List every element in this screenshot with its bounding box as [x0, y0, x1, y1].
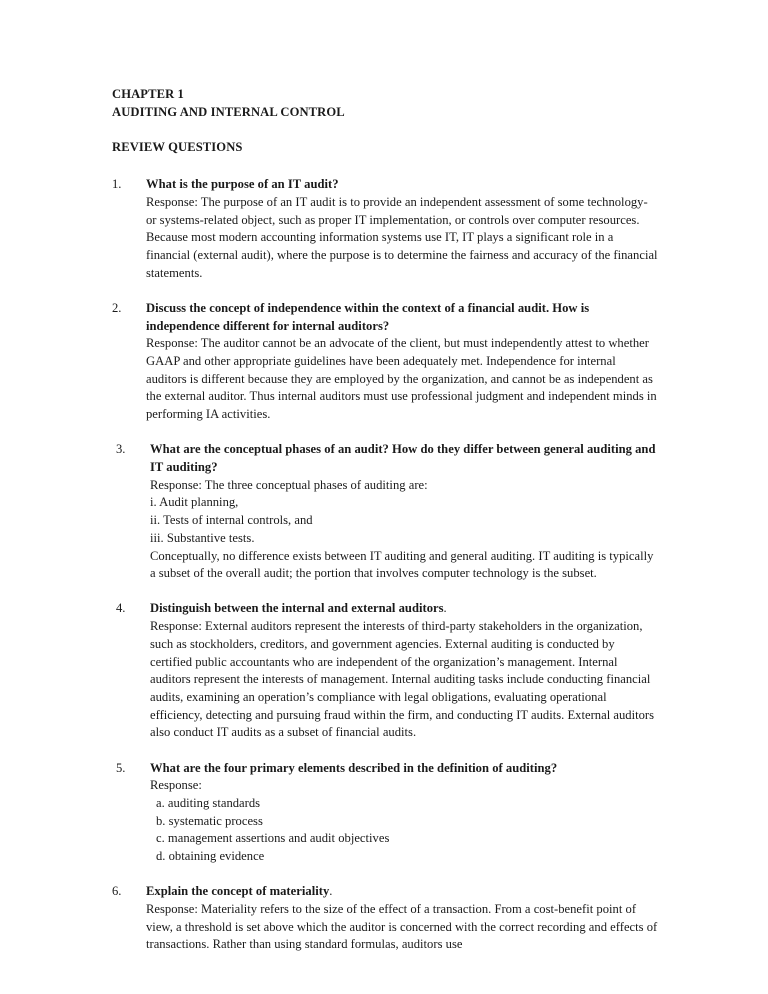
- question-title: [150, 441, 658, 476]
- response-intro: Response:: [150, 778, 202, 793]
- question-title-text: What are the four primary elements described in the definition of auditing?: [150, 760, 558, 775]
- chapter-label: CHAPTER 1: [112, 87, 184, 101]
- question-title-text: What are the conceptual phases of an audit? How do they differ between general auditing and IT auditing?: [150, 442, 656, 475]
- document-title: AUDITING AND INTERNAL CONTROL: [112, 104, 345, 119]
- question-response: Response: External auditors represent the interests of third-party stakeholders in the organization, such as stockholders, creditors, and government agencies. External auditing is conducted by certified public accountants who are independent of the organization’s management. Internal auditors represent the interests of management. Internal auditing tasks include conducting financial audits, examining an operation’s compliance with legal obligations, evaluating operational efficiency, detecting and pursuing fraud within the firm, and conducting IT audits. External auditors also conduct IT audits as a subset of financial audits.: [150, 619, 655, 740]
- question-item-4: [112, 600, 658, 742]
- question-title: [146, 883, 658, 901]
- document-header: [112, 86, 658, 121]
- question-item-3: [112, 441, 658, 583]
- element-list: [150, 795, 658, 866]
- question-item-1: [112, 176, 658, 282]
- question-response: Response: The auditor cannot be an advocate of the client, but must independently attest to whether GAAP and other appropriate guidelines have been adequately met. Independence for internal auditors is different because they are employed by the organization, and cannot be as independent as the external auditor. Thus internal auditors must use professional judgment and independent minds in performing IA activities.: [146, 336, 657, 422]
- phase-item: iii. Substantive tests.: [150, 530, 255, 545]
- question-title-text: Discuss the concept of independence within the context of a financial audit. How is independence different for internal auditors?: [146, 300, 590, 333]
- list-item: a. auditing standards: [156, 795, 261, 810]
- section-heading: REVIEW QUESTIONS: [112, 139, 243, 154]
- question-number: 5.: [116, 760, 126, 775]
- review-questions-list: [112, 176, 658, 954]
- question-title: [146, 300, 658, 335]
- question-number: 1.: [112, 177, 122, 192]
- list-item: b. systematic process: [156, 813, 263, 828]
- question-title-suffix: .: [443, 601, 447, 616]
- question-number: 2.: [112, 300, 122, 315]
- question-title: [150, 760, 658, 778]
- response-intro: Response: The three conceptual phases of auditing are:: [150, 477, 428, 492]
- document-content: [112, 86, 658, 972]
- list-item: c. management assertions and audit objectives: [156, 831, 390, 846]
- question-title-text: Distinguish between the internal and external auditors: [150, 601, 444, 616]
- question-item-2: [112, 300, 658, 424]
- response-tail: Conceptually, no difference exists between IT auditing and general auditing. IT auditing is typically a subset of the overall audit; the portion that involves computer technology is the subset.: [150, 548, 654, 581]
- phase-item: ii. Tests of internal controls, and: [150, 513, 313, 528]
- question-title: [146, 176, 658, 194]
- list-item: d. obtaining evidence: [156, 849, 265, 864]
- question-response: Response: The purpose of an IT audit is to provide an independent assessment of some technology- or systems-related object, such as proper IT implementation, or controls over computer resources. Because most modern accounting information systems use IT, IT plays a significant role in a financial (external audit), where the purpose is to determine the fairness and accuracy of the financial statements.: [146, 194, 658, 280]
- question-response: [150, 477, 658, 583]
- question-response: Response: Materiality refers to the size of the effect of a transaction. From a cost-benefit point of view, a threshold is set above which the auditor is concerned with the correct recording and effects of transactions. Rather than using standard formulas, auditors use: [146, 901, 658, 952]
- question-number: 6.: [112, 884, 122, 899]
- question-response: [150, 777, 658, 866]
- question-title: [150, 600, 658, 618]
- question-item-6: [112, 883, 658, 954]
- question-number: 4.: [116, 601, 126, 616]
- question-title-suffix: .: [329, 884, 333, 899]
- question-title-text: Explain the concept of materiality: [146, 884, 330, 899]
- question-item-5: [112, 760, 658, 866]
- question-title-text: What is the purpose of an IT audit?: [146, 177, 339, 192]
- phase-item: i. Audit planning,: [150, 495, 239, 510]
- question-number: 3.: [116, 442, 126, 457]
